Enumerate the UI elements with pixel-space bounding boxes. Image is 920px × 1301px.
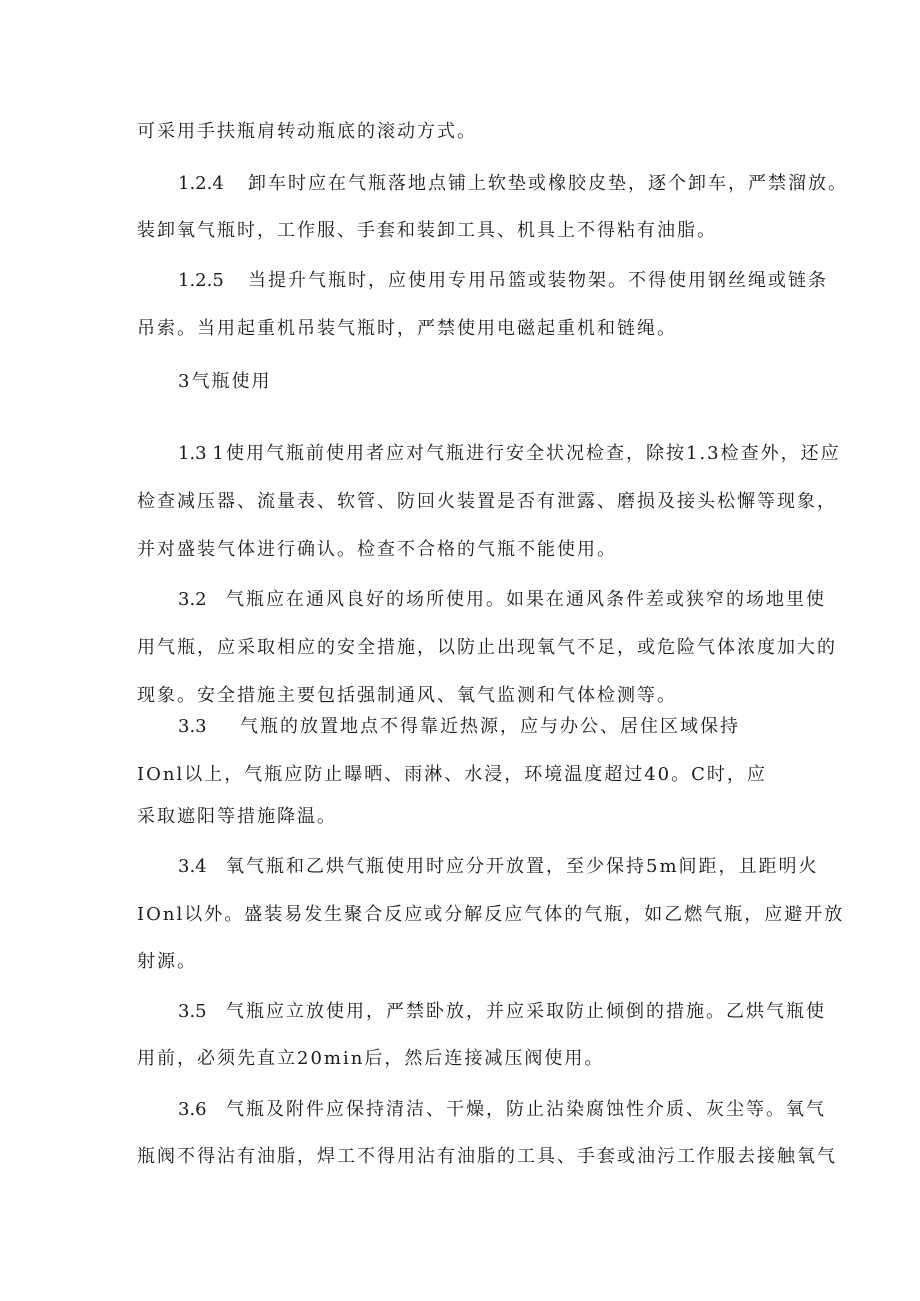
para-number: 1.2.4 [178,173,224,194]
para-3-4-line-2: IOnl以外。盛装易发生聚合反应或分解反应气体的气瓶，如乙燃气瓶，应避开放 [137,904,845,925]
para-1-3-1-line-2: 检查减压器、流量表、软管、防回火装置是否有泄露、磨损及接头松懈等现象， [137,491,837,512]
para-1-3-1-line-3: 并对盛装气体进行确认。检查不合格的气瓶不能使用。 [137,539,617,560]
para-text: 当提升气瓶时，应使用专用吊篮或装物架。不得使用钢丝绳或链条 [248,270,828,291]
para-number: 3.5 [178,1001,207,1022]
para-text: 气瓶应在通风良好的场所使用。如果在通风条件差或狭窄的场地里使 [226,589,826,610]
para-number: 1.3 1 [178,443,224,464]
para-3-4-line-1 [178,855,819,879]
para-1-2-5-line-1 [178,269,828,293]
para-number: 3.6 [178,1099,207,1120]
para-number: 3.2 [178,589,207,610]
section-heading: 3气瓶使用 [178,371,272,392]
para-number: 3.3 [178,716,207,737]
para-3-3-line-1 [178,715,740,739]
para-3-3-line-2: IOnl以上，气瓶应防止曝晒、雨淋、水浸，环境温度超过40。C时，应 [137,764,767,785]
intro-line: 可采用手扶瓶肩转动瓶底的滚动方式。 [137,121,477,142]
para-text: 使用气瓶前使用者应对气瓶进行安全状况检查，除按1.3检查外，还应 [226,443,841,464]
para-3-2-line-2: 用气瓶，应采取相应的安全措施，以防止出现氧气不足，或危险气体浓度加大的 [137,637,837,658]
para-1-2-5-line-2: 吊索。当用起重机吊装气瓶时，严禁使用电磁起重机和链绳。 [137,318,677,339]
para-number: 1.2.5 [178,270,224,291]
para-1-2-4-line-2: 装卸氧气瓶时，工作服、手套和装卸工具、机具上不得粘有油脂。 [137,220,717,241]
para-3-5-line-2: 用前，必须先直立20min后，然后连接减压阀使用。 [137,1048,605,1069]
para-text: 气瓶及附件应保持清洁、干燥，防止沾染腐蚀性介质、灰尘等。氧气 [226,1099,826,1120]
para-number: 3.4 [178,856,207,877]
para-3-2-line-3: 现象。安全措施主要包括强制通风、氧气监测和气体检测等。 [137,685,677,706]
para-3-6-line-1 [178,1098,826,1122]
para-text: 卸车时应在气瓶落地点铺上软垫或橡胶皮垫，逐个卸车，严禁溜放。 [248,173,848,194]
para-1-2-4-line-1 [178,172,848,196]
para-text: 气瓶的放置地点不得靠近热源，应与办公、居住区域保持 [240,716,740,737]
para-3-2-line-1 [178,588,826,612]
para-text: 气瓶应立放使用，严禁卧放，并应采取防止倾倒的措施。乙烘气瓶使 [226,1001,826,1022]
para-3-5-line-1 [178,1000,826,1024]
para-3-6-line-2: 瓶阀不得沾有油脂，焊工不得用沾有油脂的工具、手套或油污工作服去接触氧气 [137,1146,837,1167]
para-1-3-1-line-1 [178,442,841,466]
para-3-4-line-3: 射源。 [137,951,197,972]
para-3-3-line-3: 采取遮阳等措施降温。 [137,806,337,827]
para-text: 氧气瓶和乙烘气瓶使用时应分开放置，至少保持5m间距，且距明火 [226,856,819,877]
